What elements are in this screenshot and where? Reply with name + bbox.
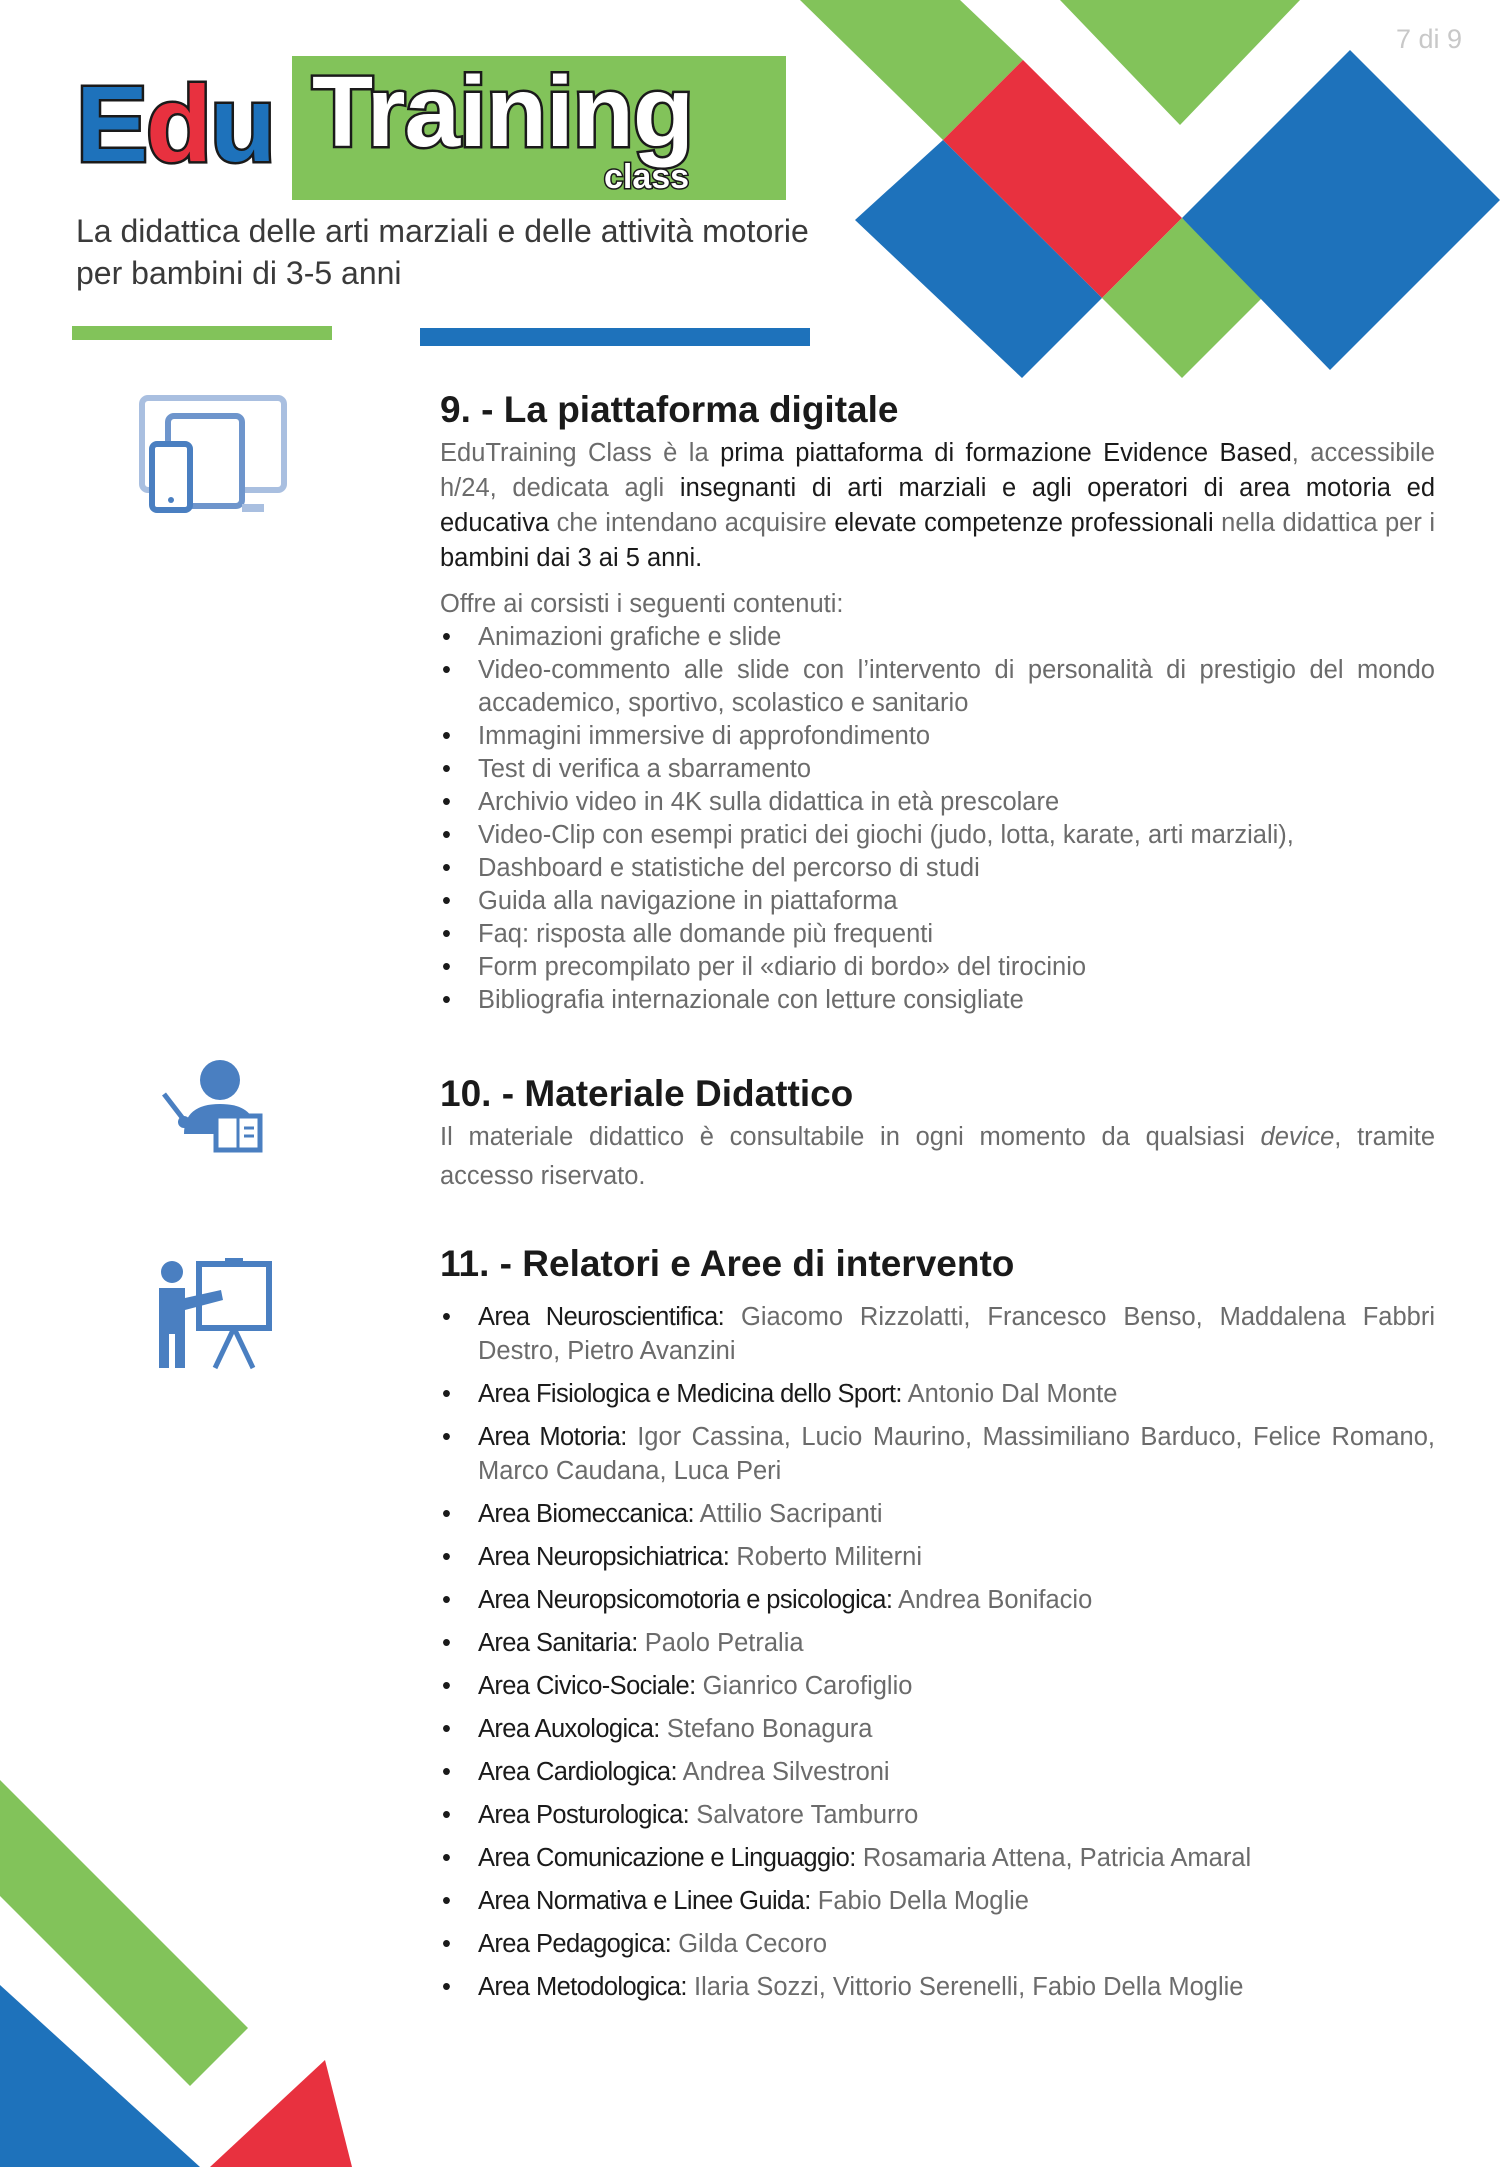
speaker-item [440,1841,1435,1875]
speaker-item [440,1300,1435,1368]
contents-list [440,621,1435,1017]
section-title: 9. - La piattaforma digitale [440,389,899,430]
speaker-item [440,1669,1435,1703]
area-label: Area Neuropsichiatrica: [478,1543,730,1571]
logo-edu: Edu [76,63,275,184]
section-materiale [440,1072,1435,1196]
list-item: • Dashboard e statistiche del percorso di studi [440,852,1435,885]
speaker-names: Paolo Petralia [637,1629,804,1657]
area-label: Area Fisiologica e Medicina dello Sport: [478,1380,902,1408]
presentation-board-icon [155,1258,275,1370]
speaker-names: Rosamaria Attena, Patricia Amaral [855,1844,1252,1872]
speakers-list [440,1300,1435,2004]
area-label: Area Sanitaria: [478,1629,638,1657]
list-item: • Animazioni grafiche e slide [440,621,1435,654]
speaker-item [440,1970,1435,2004]
speaker-item [440,1583,1435,1617]
list-item: • Video-Clip con esempi pratici dei giochi (judo, lotta, karate, arti marziali), [440,819,1435,852]
speaker-item [440,1884,1435,1918]
list-item: • Test di verifica a sbarramento [440,753,1435,786]
speaker-names: Andrea Bonifacio [892,1586,1093,1614]
speaker-item [440,1626,1435,1660]
speaker-names: Stefano Bonagura [659,1715,873,1743]
list-item: • Immagini immersive di approfondimento [440,720,1435,753]
page-number: 7 di 9 [1395,24,1462,54]
area-label: Area Neuroscientifica: [478,1303,725,1331]
list-item: • Guida alla navigazione in piattaforma [440,885,1435,918]
area-label: Area Neuropsicomotoria e psicologica: [478,1586,893,1614]
section-relatori [440,1242,1435,2013]
speaker-item [440,1798,1435,1832]
area-label: Area Metodologica: [478,1973,687,2001]
logo-class: class [604,158,690,196]
area-label: Area Auxologica: [478,1715,660,1743]
list-item: • Faq: risposta alle domande più frequenti [440,918,1435,951]
speaker-names: Fabio Della Moglie [810,1887,1029,1915]
list-item: • Form precompilato per il «diario di bordo» del tirocinio [440,951,1435,984]
section-paragraph: EduTraining Class è la prima piattaforma di formazione Evidence Based, accessibile h/24, dedicata agli insegnanti di arti marziali e agli operatori di area motoria ed educativa che intendano acquisire elevate competenze professionali nella didattica per i bambini dai 3 ai 5 anni. [440,439,1436,572]
logo-training: Training [312,56,693,168]
speaker-item [440,1712,1435,1746]
speaker-names: Roberto Militerni [729,1543,922,1571]
list-item: • Archivio video in 4K sulla didattica in età prescolare [440,786,1435,819]
decorative-stripes [0,1760,360,2167]
divider-green [72,326,332,340]
speaker-item [440,1927,1435,1961]
speaker-names: Giacomo Rizzolatti, Francesco Benso, Maddalena Fabbri Destro, Pietro Avanzini [478,1303,1436,1365]
tagline: La didattica delle arti marziali e delle attività motorie per bambini di 3-5 anni [76,213,809,291]
speaker-item [440,1420,1435,1488]
section-title: 10. - Materiale Didattico [440,1073,854,1114]
section-intro: Offre ai corsisti i seguenti contenuti: [440,590,844,618]
area-label: Area Civico-Sociale: [478,1672,696,1700]
list-item: • Video-commento alle slide con l’intervento di personalità di prestigio del mondo accademico, sportivo, scolastico e sanitario [440,654,1435,720]
area-label: Area Comunicazione e Linguaggio: [478,1844,856,1872]
speaker-names: Ilaria Sozzi, Vittorio Serenelli, Fabio Della Moglie [686,1973,1244,2001]
section-title: 11. - Relatori e Aree di intervento [440,1243,1015,1284]
speaker-names: Gianrico Carofiglio [695,1672,913,1700]
speaker-names: Igor Cassina, Lucio Maurino, Massimiliano Barduco, Felice Romano, Marco Caudana, Luca Peri [478,1423,1435,1485]
speaker-names: Salvatore Tamburro [689,1801,919,1829]
area-label: Area Normativa e Linee Guida: [478,1887,811,1915]
area-label: Area Cardiologica: [478,1758,677,1786]
speaker-item [440,1755,1435,1789]
devices-icon [138,394,288,519]
speaker-names: Antonio Dal Monte [901,1380,1118,1408]
section-piattaforma [440,388,1435,1017]
divider-blue [420,328,810,346]
area-label: Area Biomeccanica: [478,1500,694,1528]
area-label: Area Motoria: [478,1423,627,1451]
area-label: Area Pedagogica: [478,1930,672,1958]
section-paragraph: Il materiale didattico è consultabile in ogni momento da qualsiasi device, tramite accesso riservato. [440,1123,1435,1190]
speaker-names: Attilio Sacripanti [693,1500,883,1528]
speaker-item [440,1540,1435,1574]
speaker-item [440,1497,1435,1531]
speaker-names: Gilda Cecoro [671,1930,828,1958]
area-label: Area Posturologica: [478,1801,690,1829]
teacher-book-icon [160,1056,265,1154]
list-item: • Bibliografia internazionale con letture consigliate [440,984,1435,1017]
speaker-item [440,1377,1435,1411]
speaker-names: Andrea Silvestroni [676,1758,890,1786]
